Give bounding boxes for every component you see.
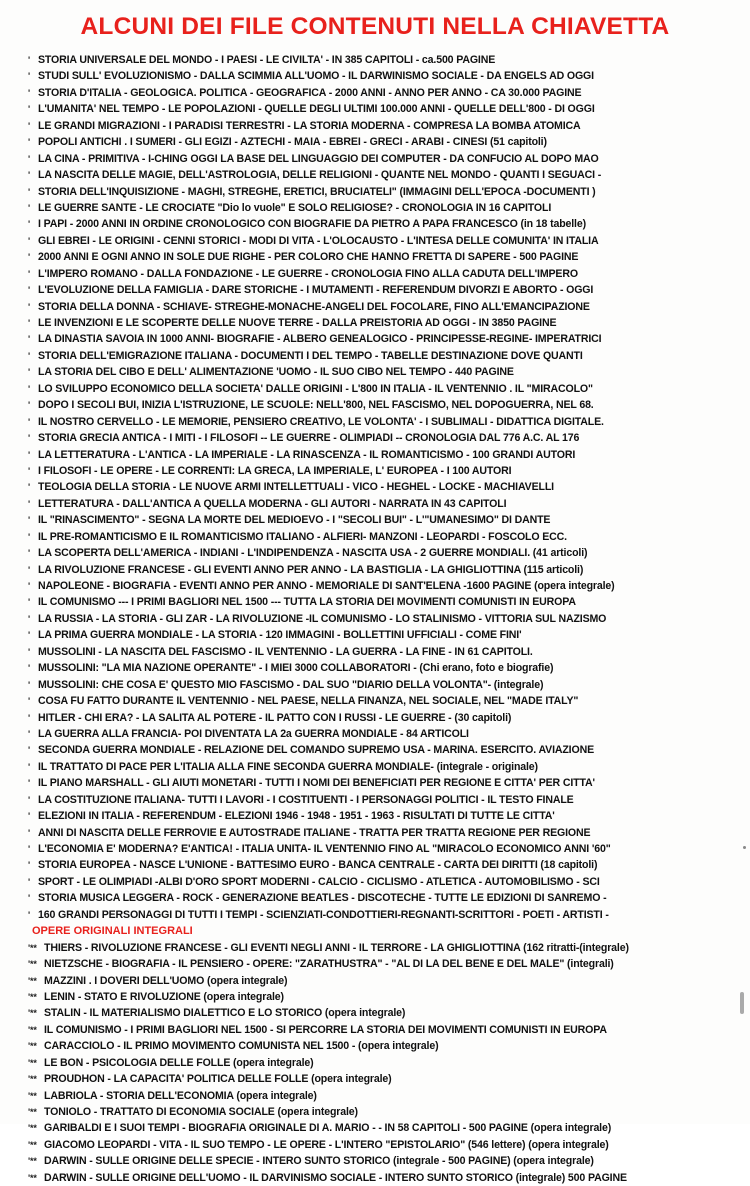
item-text: THIERS - RIVOLUZIONE FRANCESE - GLI EVENTI NEGLI ANNI - IL TERRORE - LA GHIGLIOTTINA (162 ritratti-(integrale) [44,941,629,954]
list-item [28,101,748,117]
bullet-mark: ' [28,778,30,789]
bullet-mark: ' [28,104,30,115]
integral-list-item [28,940,748,956]
bullet-mark: ' [28,696,30,707]
item-text: STALIN - IL MATERIALISMO DIALETTICO E LO STORICO (opera integrale) [44,1007,406,1020]
item-text: IL PRE-ROMANTICISMO E IL ROMANTICISMO ITALIANO - ALFIERI- MANZONI - LEOPARDI - FOSCOLO ECC. [38,530,567,543]
bullet-mark: '** [28,1123,37,1134]
bullet-mark: ' [28,383,30,394]
item-text: LO SVILUPPO ECONOMICO DELLA SOCIETA' DALLE ORIGINI - L'800 IN ITALIA - IL VENTENNIO . IL "MIRACOLO" [38,382,593,395]
list-item [28,397,748,413]
list-item [28,233,748,249]
list-item [28,841,748,857]
stray-dot [743,846,746,849]
bullet-mark: ' [28,55,30,65]
bullet-mark: '** [28,1090,37,1101]
section-title: OPERE ORIGINALI INTEGRALI [32,925,193,938]
list-item [28,200,748,216]
list-item [28,414,748,430]
integral-list-item [28,1071,748,1087]
item-text: STORIA GRECIA ANTICA - I MITI - I FILOSOFI -- LE GUERRE - OLIMPIADI -- CRONOLOGIA DAL 776 A.C. AL 176 [38,432,580,445]
item-text: LA COSTITUZIONE ITALIANA- TUTTI I LAVORI - I COSTITUENTI - I PERSONAGGI POLITICI - IL TESTO FINALE [38,793,574,806]
list-item [28,134,748,150]
bullet-mark: '** [28,1024,37,1035]
bullet-mark: ' [28,482,30,493]
item-text: LA NASCITA DELLE MAGIE, DELL'ASTROLOGIA, DELLE RELIGIONI - QUANTE NEL MONDO - QUANTI I SEGUACI - [38,169,602,182]
bullet-mark: ' [28,893,30,904]
bullet-mark: ' [28,186,30,197]
integral-list-item [28,1104,748,1120]
item-text: LA DINASTIA SAVOIA IN 1000 ANNI- BIOGRAFIE - ALBERO GENEALOGICO - PRINCIPESSE-REGINE- IMPERATRICI [38,333,602,346]
bullet-mark: ' [28,202,30,213]
list-item [28,775,748,791]
item-text: CARACCIOLO - IL PRIMO MOVIMENTO COMUNISTA NEL 1500 - (opera integrale) [44,1040,439,1053]
bullet-mark: ' [28,581,30,591]
item-text: 160 GRANDI PERSONAGGI DI TUTTI I TEMPI - SCIENZIATI-CONDOTTIERI-REGNANTI-SCRITTORI - POETI - ARTISTI - [38,908,609,921]
item-text: SPORT - LE OLIMPIADI -ALBI D'ORO SPORT MODERNI - CALCIO - CICLISMO - ATLETICA - AUTOMOBILISMO - SCI [38,875,600,888]
list-item [28,578,748,594]
margin-mark [740,992,744,1014]
item-text: MUSSOLINI: "LA MIA NAZIONE OPERANTE" - I MIEI 3000 COLLABORATORI - (Chi erano, foto e biografie) [38,662,554,675]
item-text: LE GRANDI MIGRAZIONI - I PARADISI TERRESTRI - LA STORIA MODERNA - COMPRESA LA BOMBA ATOMICA [38,119,581,132]
bullet-mark: ' [28,71,30,82]
bullet-mark: ' [28,153,30,164]
item-text: L'ECONOMIA E' MODERNA? E'ANTICA! - ITALIA UNITA- IL VENTENNIO FINO AL "MIRACOLO ECONOMICO ANNI '60" [38,843,611,855]
bullet-mark: ' [28,646,30,657]
bullet-mark: ' [28,679,30,690]
item-text: IL "RINASCIMENTO" - SEGNA LA MORTE DEL MEDIOEVO - I "SECOLI BUI" - L'"UMANESIMO" DI DANTE [38,514,551,527]
bullet-mark: '** [28,1139,37,1150]
bullet-mark: ' [28,170,30,181]
bullet-mark: '** [28,975,37,986]
item-text: TONIOLO - TRATTATO DI ECONOMIA SOCIALE (opera integrale) [44,1106,358,1118]
bullet-mark: ' [28,433,30,444]
integral-list-item [28,1038,748,1054]
list-item [28,529,748,545]
bullet-mark: ' [28,663,30,674]
bullet-mark: ' [28,87,30,98]
item-text: DARWIN - SULLE ORIGINE DELLE SPECIE - INTERO SUNTO STORICO (integrale - 500 PAGINE) (opera integrale) [44,1155,594,1168]
item-text: I FILOSOFI - LE OPERE - LE CORRENTI: LA GRECA, LA IMPERIALE, L' EUROPEA - I 100 AUTORI [38,464,512,477]
item-text: DARWIN - SULLE ORIGINE DELL'UOMO - IL DARVINISMO SOCIALE - INTERO SUNTO STORICO (integrale) 500 PAGINE [44,1171,627,1184]
bullet-mark: ' [28,811,30,822]
list-item [28,808,748,824]
bullet-mark: '** [28,1008,37,1019]
bullet-mark: ' [28,137,30,148]
item-text: L'UMANITA' NEL TEMPO - LE POPOLAZIONI - QUELLE DEGLI ULTIMI 100.000 ANNI - QUELLE DELL'800 - DI OGGI [38,103,595,116]
bullet-mark: ' [28,531,30,542]
item-text: ELEZIONI IN ITALIA - REFERENDUM - ELEZIONI 1946 - 1948 - 1951 - 1963 - RISULTATI DI TUTTE LE CITTA' [38,810,555,823]
bullet-mark: '** [28,1041,37,1052]
bullet-mark: '** [28,942,37,953]
integral-list-item [28,1088,748,1104]
list-item [28,496,748,512]
integral-list-item [28,956,748,972]
item-text: LETTERATURA - DALL'ANTICA A QUELLA MODERNA - GLI AUTORI - NARRATA IN 43 CAPITOLI [38,497,507,510]
item-text: IL NOSTRO CERVELLO - LE MEMORIE, PENSIERO CREATIVO, LE VOLONTA' - I SUBLIMALI - DIDATTICA DIGITALE. [38,415,604,428]
item-text: IL TRATTATO DI PACE PER L'ITALIA ALLA FINE SECONDA GUERRA MONDIALE- (integrale - originale) [38,760,538,773]
item-text: LENIN - STATO E RIVOLUZIONE (opera integrale) [44,990,284,1003]
list-item [28,677,748,693]
item-text: STORIA MUSICA LEGGERA - ROCK - GENERAZIONE BEATLES - DISCOTECHE - TUTTE LE EDIZIONI DI SANREMO - [38,892,607,905]
list-item [28,726,748,742]
bullet-mark: ' [28,909,30,920]
page-title: ALCUNI DEI FILE CONTENUTI NELLA CHIAVETTA [80,13,670,40]
list-item [28,759,748,775]
bullet-mark: '** [28,1074,37,1085]
list-item [28,331,748,347]
bullet-mark: ' [28,844,30,854]
item-text: LA CINA - PRIMITIVA - I-CHING OGGI LA BASE DEL LINGUAGGIO DEI COMPUTER - DA CONFUCIO AL DOPO MAO [38,152,599,165]
bullet-mark: '** [28,1107,37,1117]
item-text: GARIBALDI E I SUOI TEMPI - BIOGRAFIA ORIGINALE DI A. MARIO - - IN 58 CAPITOLI - 500 PAGINE (opera integrale) [44,1122,612,1135]
list-item [28,85,748,101]
item-text: DOPO I SECOLI BUI, INIZIA L'ISTRUZIONE, LE SCUOLE: NELL'800, NEL FASCISMO, NEL DOPOGUERRA, NEL 68. [38,399,594,412]
list-item [28,890,748,906]
item-text: LE BON - PSICOLOGIA DELLE FOLLE (opera integrale) [44,1056,314,1069]
bullet-mark: ' [28,449,30,460]
bullet-mark: ' [28,613,30,624]
list-item [28,348,748,364]
bullet-mark: ' [28,400,30,411]
item-text: LA GUERRA ALLA FRANCIA- POI DIVENTATA LA 2a GUERRA MONDIALE - 84 ARTICOLI [38,727,469,740]
bullet-mark: ' [28,219,30,230]
bullet-mark: ' [28,285,30,296]
item-text: GLI EBREI - LE ORIGINI - CENNI STORICI - MODI DI VITA - L'OLOCAUSTO - L'INTESA DELLE COMUNITA' IN ITALIA [38,234,599,247]
item-text: IL PIANO MARSHALL - GLI AIUTI MONETARI - TUTTI I NOMI DEI BENEFICIATI PER REGIONE E CITTA' PER CITTA' [38,777,595,790]
list-item [28,463,748,479]
list-item [28,627,748,643]
bullet-mark: ' [28,876,30,887]
item-text: STORIA D'ITALIA - GEOLOGICA. POLITICA - GEOGRAFICA - 2000 ANNI - ANNO PER ANNO - CA 30.000 PAGINE [38,86,582,99]
list-item [28,118,748,134]
bullet-mark: '** [28,1156,37,1167]
bullet-mark: ' [28,301,30,312]
item-text: STORIA DELL'INQUISIZIONE - MAGHI, STREGHE, ERETICI, BRUCIATELI" (IMMAGINI DELL'EPOCA -DOCUMENTI ) [38,185,596,198]
bullet-mark: ' [28,367,30,378]
item-text: LE INVENZIONI E LE SCOPERTE DELLE NUOVE TERRE - DALLA PREISTORIA AD OGGI - IN 3850 PAGINE [38,317,557,329]
list-item [28,249,748,265]
list-item [28,447,748,463]
list-item [28,479,748,495]
bullet-mark: ' [28,827,30,838]
list-item [28,825,748,841]
bullet-mark: '** [28,959,37,970]
bullet-mark: ' [28,120,30,131]
list-item [28,594,748,610]
integral-list-item [28,973,748,989]
bullet-mark: '** [28,991,37,1002]
list-item [28,907,748,923]
item-text: LE GUERRE SANTE - LE CROCIATE "Dio lo vuole" E SOLO RELIGIOSE? - CRONOLOGIA IN 16 CAPITOLI [38,201,552,214]
item-text: STORIA DELL'EMIGRAZIONE ITALIANA - DOCUMENTI I DEL TEMPO - TABELLE DESTINAZIONE DOVE QUANTI [38,349,583,362]
item-text: LA LETTERATURA - L'ANTICA - LA IMPERIALE - LA RINASCENZA - IL ROMANTICISMO - 100 GRANDI AUTORI [38,448,576,461]
bullet-mark: ' [28,745,30,756]
list-item [28,381,748,397]
bullet-mark: ' [28,548,30,559]
item-text: MUSSOLINI: CHE COSA E' QUESTO MIO FASCISMO - DAL SUO "DIARIO DELLA VOLONTA"- (integrale) [38,678,544,691]
item-text: STORIA EUROPEA - NASCE L'UNIONE - BATTESIMO EURO - BANCA CENTRALE - CARTA DEI DIRITTI (18 capitoli) [38,859,598,872]
item-text: STORIA DELLA DONNA - SCHIAVE- STREGHE-MONACHE-ANGELI DEL FOCOLARE, FINO ALL'EMANCIPAZIONE [38,300,590,313]
bullet-mark: ' [28,515,30,526]
list-item [28,644,748,660]
bullet-mark: ' [28,318,30,328]
list-item [28,167,748,183]
integral-list-item [28,1055,748,1071]
list-item [28,562,748,578]
integral-list-item [28,1153,748,1169]
item-text: HITLER - CHI ERA? - LA SALITA AL POTERE - IL PATTO CON I RUSSI - LE GUERRE - (30 capitoli) [38,711,512,724]
item-text: MUSSOLINI - LA NASCITA DEL FASCISMO - IL VENTENNIO - LA GUERRA - LA FINE - IN 61 CAPITOLI. [38,645,533,658]
item-text: LA SCOPERTA DELL'AMERICA - INDIANI - L'INDIPENDENZA - NASCITA USA - 2 GUERRE MONDIALI. (41 articoli) [38,547,588,560]
item-text: IL COMUNISMO --- I PRIMI BAGLIORI NEL 1500 --- TUTTA LA STORIA DEI MOVIMENTI COMUNISTI IN EUROPA [38,596,576,609]
item-text: PROUDHON - LA CAPACITA' POLITICA DELLE FOLLE (opera integrale) [44,1073,392,1086]
bullet-mark: ' [28,597,30,608]
list-item [28,184,748,200]
item-text: ANNI DI NASCITA DELLE FERROVIE E AUTOSTRADE ITALIANE - TRATTA PER TRATTA REGIONE PER REGIONE [38,826,591,839]
integral-list-item [28,1137,748,1153]
list-item [28,857,748,873]
list-item [28,282,748,298]
item-text: STUDI SULL' EVOLUZIONISMO - DALLA SCIMMIA ALL'UOMO - IL DARWINISMO SOCIALE - DA ENGELS AD OGGI [38,70,594,83]
list-item [28,710,748,726]
list-item [28,52,748,68]
list-item [28,315,748,331]
list-item [28,660,748,676]
list-item [28,68,748,84]
list-item [28,545,748,561]
item-text: GIACOMO LEOPARDI - VITA - IL SUO TEMPO - LE OPERE - L'INTERO "EPISTOLARIO" (546 lettere) (opera integrale) [44,1138,609,1151]
bullet-mark: ' [28,235,30,246]
bullet-mark: ' [28,498,30,509]
item-text: IL COMUNISMO - I PRIMI BAGLIORI NEL 1500 - SI PERCORRE LA STORIA DEI MOVIMENTI COMUNISTI IN EUROPA [44,1023,607,1036]
bullet-mark: ' [28,465,30,476]
item-text: LA RUSSIA - LA STORIA - GLI ZAR - LA RIVOLUZIONE -IL COMUNISMO - LO STALINISMO - VITTORIA SUL NAZISMO [38,612,607,625]
integral-list-item [28,1005,748,1021]
bullet-mark: ' [28,268,30,279]
item-text: MAZZINI . I DOVERI DELL'UOMO (opera integrale) [44,974,288,987]
item-text: LA PRIMA GUERRA MONDIALE - LA STORIA - 120 IMMAGINI - BOLLETTINI UFFICIALI - COME FINI' [38,629,522,642]
item-text: COSA FU FATTO DURANTE IL VENTENNIO - NEL PAESE, NELLA FINANZA, NEL SOCIALE, NEL "MADE ITALY" [38,695,579,708]
list-item [28,364,748,380]
bullet-mark: ' [28,761,30,772]
bullet-mark: ' [28,350,30,361]
integral-list-item [28,1170,748,1186]
bullet-mark: ' [28,712,30,723]
item-text: STORIA UNIVERSALE DEL MONDO - I PAESI - LE CIVILTA' - IN 385 CAPITOLI - ca.500 PAGINE [38,54,496,66]
bullet-mark: ' [28,794,30,805]
item-text: I PAPI - 2000 ANNI IN ORDINE CRONOLOGICO CON BIOGRAFIE DA PIETRO A PAPA FRANCESCO (in 18 tabelle) [38,218,586,231]
item-text: TEOLOGIA DELLA STORIA - LE NUOVE ARMI INTELLETTUALI - VICO - HEGHEL - LOCKE - MACHIAVELLI [38,481,554,494]
item-text: LA RIVOLUZIONE FRANCESE - GLI EVENTI ANNO PER ANNO - LA BASTIGLIA - LA GHIGLIOTTINA (115 articoli) [38,563,584,576]
list-item [28,151,748,167]
bullet-mark: ' [28,630,30,641]
bullet-mark: ' [28,334,30,345]
item-text: LABRIOLA - STORIA DELL'ECONOMIA (opera integrale) [44,1089,317,1102]
bullet-mark: ' [28,728,30,739]
bullet-mark: '** [28,1057,37,1068]
item-text: NAPOLEONE - BIOGRAFIA - EVENTI ANNO PER ANNO - MEMORIALE DI SANT'ELENA -1600 PAGINE (opera integrale) [38,580,615,592]
bullet-mark: ' [28,860,30,871]
list-item [28,266,748,282]
item-text: POPOLI ANTICHI . I SUMERI - GLI EGIZI - AZTECHI - MAIA - EBREI - GRECI - ARABI - CINESI (51 capitoli) [38,136,547,149]
integral-list-item [28,1120,748,1136]
list-item [28,512,748,528]
list-item [28,693,748,709]
list-item [28,430,748,446]
item-text: SECONDA GUERRA MONDIALE - RELAZIONE DEL COMANDO SUPREMO USA - MARINA. ESERCITO. AVIAZIONE [38,744,594,757]
bullet-mark: '** [28,1172,37,1183]
file-list [28,52,748,1186]
bullet-mark: ' [28,564,30,575]
list-item [28,611,748,627]
list-item [28,742,748,758]
bullet-mark: ' [28,416,30,427]
integral-list-item [28,1022,748,1038]
integral-list-item [28,989,748,1005]
item-text: NIETZSCHE - BIOGRAFIA - IL PENSIERO - OPERE: "ZARATHUSTRA" - "AL DI LA DEL BENE E DEL MALE" (integrali) [44,958,614,971]
list-item [28,874,748,890]
list-item [28,216,748,232]
item-text: LA STORIA DEL CIBO E DELL' ALIMENTAZIONE 'UOMO - IL SUO CIBO NEL TEMPO - 440 PAGINE [38,366,514,379]
item-text: L'IMPERO ROMANO - DALLA FONDAZIONE - LE GUERRE - CRONOLOGIA FINO ALLA CADUTA DELL'IMPERO [38,267,578,280]
bullet-mark: ' [28,252,30,263]
item-text: 2000 ANNI E OGNI ANNO IN SOLE DUE RIGHE - PER COLORO CHE HANNO FRETTA DI SAPERE - 500 PAGINE [38,251,579,264]
list-item [28,792,748,808]
item-text: L'EVOLUZIONE DELLA FAMIGLIA - DARE STORICHE - I MUTAMENTI - REFERENDUM DIVORZI E ABORTO - OGGI [38,284,594,297]
list-item [28,299,748,315]
